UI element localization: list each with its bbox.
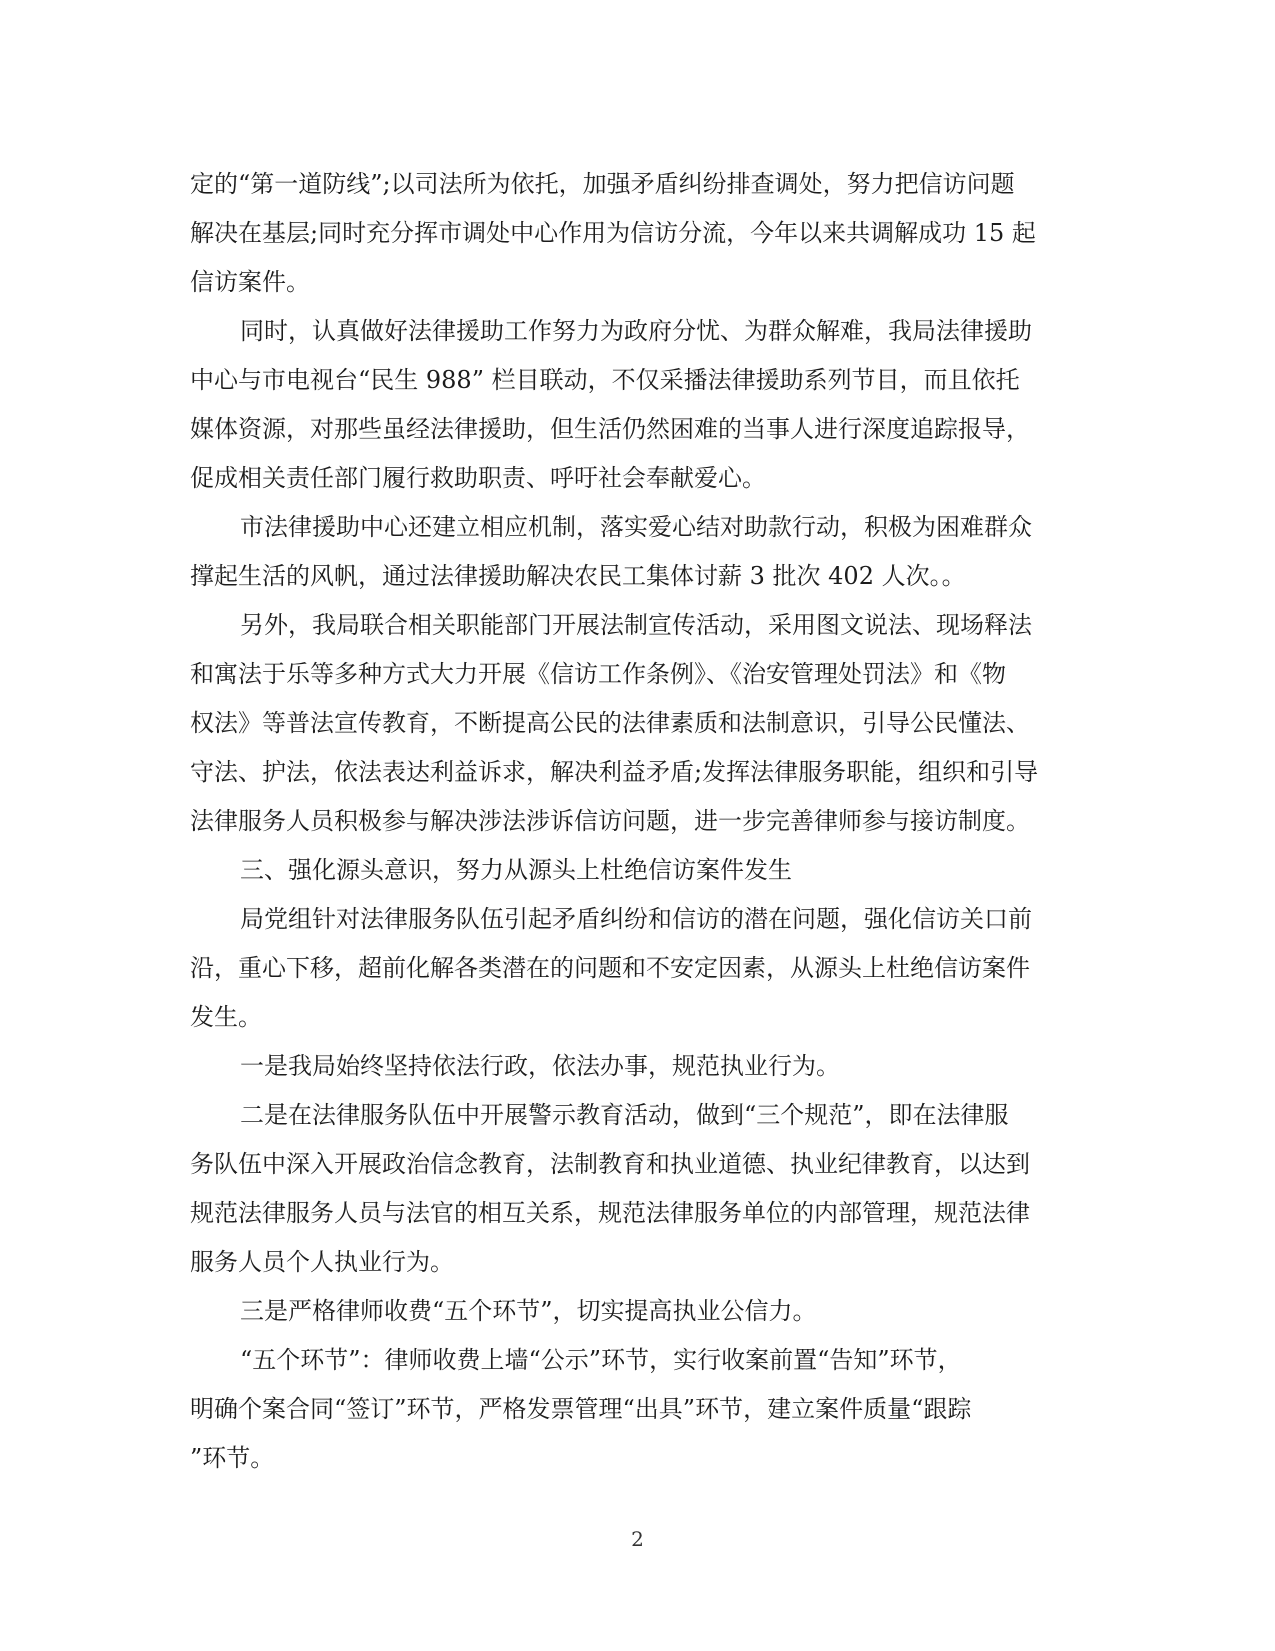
paragraph-start-line: 局党组针对法律服务队伍引起矛盾纠纷和信访的潜在问题，强化信访关口前 [240, 905, 1032, 933]
paragraph-start-line: 另外，我局联合相关职能部门开展法制宣传活动，采用图文说法、现场释法 [240, 611, 1032, 639]
text-line: 守法、护法，依法表达利益诉求，解决利益矛盾;发挥法律服务职能，组织和引导 [190, 758, 1039, 786]
text-line: 规范法律服务人员与法官的相互关系，规范法律服务单位的内部管理，规范法律 [190, 1199, 1030, 1227]
text-line: 明确个案合同“签订”环节，严格发票管理“出具”环节，建立案件质量“跟踪 [190, 1395, 972, 1423]
paragraph-start-line: “五个环节”：律师收费上墙“公示”环节，实行收案前置“告知”环节， [240, 1346, 962, 1374]
text-line: 定的“第一道防线”;以司法所为依托，加强矛盾纠纷排查调处，努力把信访问题 [190, 170, 1015, 198]
text-line: 发生。 [190, 1003, 262, 1031]
text-line: 撑起生活的风帆，通过法律援助解决农民工集体讨薪 3 批次 402 人次。。 [190, 562, 966, 590]
text-line: 法律服务人员积极参与解决涉法涉诉信访问题，进一步完善律师参与接访制度。 [190, 807, 1030, 835]
text-line: 解决在基层;同时充分挥市调处中心作用为信访分流，今年以来共调解成功 15 起 [190, 219, 1036, 247]
text-line: 服务人员个人执业行为。 [190, 1248, 454, 1276]
text-line: 沿，重心下移，超前化解各类潜在的问题和不安定因素，从源头上杜绝信访案件 [190, 954, 1030, 982]
paragraph-start-line: 一是我局始终坚持依法行政，依法办事，规范执业行为。 [240, 1052, 840, 1080]
paragraph-start-line: 二是在法律服务队伍中开展警示教育活动，做到“三个规范”，即在法律服 [240, 1101, 1009, 1129]
section-heading: 三、强化源头意识，努力从源头上杜绝信访案件发生 [240, 856, 792, 884]
text-line: 媒体资源，对那些虽经法律援助，但生活仍然困难的当事人进行深度追踪报导， [190, 415, 1030, 443]
text-line: 务队伍中深入开展政治信念教育，法制教育和执业道德、执业纪律教育，以达到 [190, 1150, 1030, 1178]
paragraph-start-line: 同时，认真做好法律援助工作努力为政府分忧、为群众解难，我局法律援助 [240, 317, 1032, 345]
page-number: 2 [631, 1527, 644, 1551]
text-line: 信访案件。 [190, 268, 310, 296]
text-line: 和寓法于乐等多种方式大力开展《信访工作条例》、《治安管理处罚法》和《物 [190, 660, 1006, 688]
text-line: ”环节。 [190, 1444, 275, 1472]
paragraph-start-line: 市法律援助中心还建立相应机制，落实爱心结对助款行动，积极为困难群众 [240, 513, 1032, 541]
paragraph-start-line: 三是严格律师收费“五个环节”，切实提高执业公信力。 [240, 1297, 817, 1325]
document-body [190, 160, 1070, 1483]
text-line: 权法》等普法宣传教育，不断提高公民的法律素质和法制意识，引导公民懂法、 [190, 709, 1030, 737]
text-line: 促成相关责任部门履行救助职责、呼吁社会奉献爱心。 [190, 464, 766, 492]
text-line: 中心与市电视台“民生 988” 栏目联动，不仅采播法律援助系列节目，而且依托 [190, 366, 1020, 394]
